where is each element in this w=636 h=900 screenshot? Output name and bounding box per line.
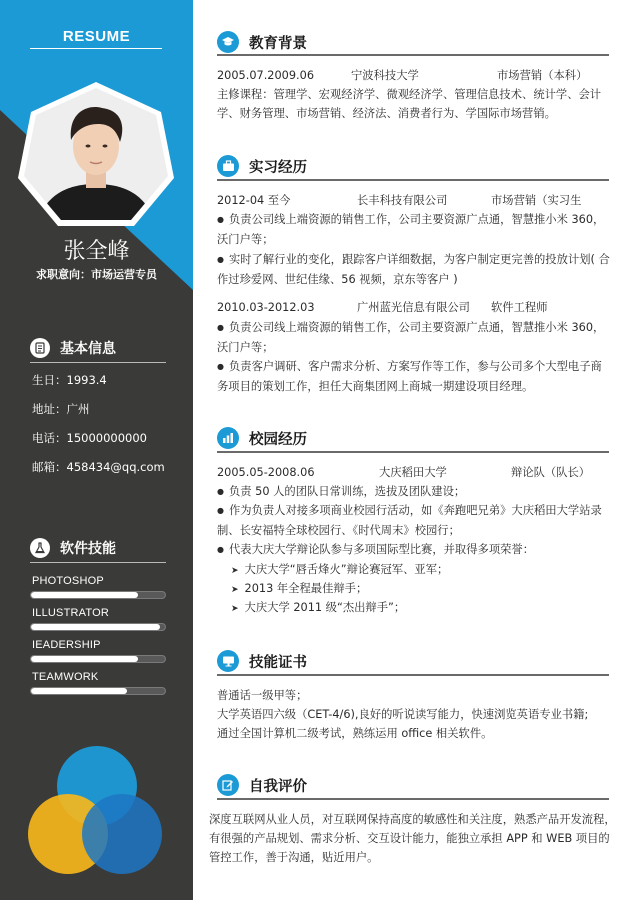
skill-bar-fill (31, 688, 127, 694)
campus-school: 大庆稻田大学 (379, 466, 447, 479)
honor-item: ➤ 大庆大学“唇舌烽火”辩论赛冠军、亚军； (217, 560, 611, 581)
skill-bar (30, 591, 166, 599)
campus-heading (217, 424, 609, 452)
honor-item: ➤ 2013 年全程最佳辩手； (217, 579, 611, 600)
skills-heading (30, 535, 166, 561)
email: 邮箱：458434@qq.com (32, 460, 165, 474)
skill-bar-fill (31, 624, 160, 630)
self-eval-title: 自我评价 (249, 778, 307, 795)
briefcase-icon (217, 155, 239, 177)
honor-item: ➤ 大庆大学 2011 级“杰出辩手”； (217, 598, 611, 619)
skill-label: PHOTOSHOP (32, 575, 104, 587)
campus-rule (217, 451, 609, 453)
monitor-icon (217, 650, 239, 672)
birthday: 生日：1993.4 (32, 373, 107, 387)
education-courses: 主修课程：管理学、宏观经济学、微观经济学、管理信息技术、统计学、会计学、财务管理、市场营销、经济法、消费者行为、学国际市场营销。 (217, 88, 602, 120)
job-period: 2010.03-2012.03 (217, 301, 315, 314)
campus-title: 校园经历 (249, 431, 307, 448)
job-bullet: ● 负责客户调研、客户需求分析、方案写作等工作，参与公司多个大型电子商务项目的策划工作，担任大商集团网上商城一期建设项目经理。 (217, 357, 611, 396)
education-period: 2005.07.2009.06 (217, 69, 315, 82)
self-eval-heading (217, 771, 609, 799)
education-heading (217, 28, 609, 56)
job-intention: 求职意向：市场运营专员 (36, 268, 157, 281)
main-content (193, 0, 636, 900)
certificate-line: 普通话一级甲等； (217, 689, 308, 702)
internship-title: 实习经历 (249, 159, 307, 176)
resume-title: RESUME (62, 28, 131, 45)
campus-bullet: ● 负责 50 人的团队日常训练，选拔及团队建设； (217, 482, 611, 502)
skills-rule (30, 562, 166, 563)
job-bullet: ● 实时了解行业的变化，跟踪客户详细数据，为客户制定更完善的投放计划( 合作过珍爱网、世纪佳缘、56 视频，京东等客户 ) (217, 250, 611, 289)
graduation-cap-icon (217, 31, 239, 53)
sidebar (0, 0, 193, 900)
basic-info-heading (30, 335, 166, 361)
skill-bar (30, 655, 166, 663)
skill-label: TEAMWORK (32, 671, 99, 683)
campus-period: 2005.05-2008.06 (217, 466, 315, 479)
campus-bullet: ● 作为负责人对接多项商业校园行活动，如《奔跑吧兄弟》大庆稻田大学站录制、长安福特全球校园行、《时代周末》校园行； (217, 501, 611, 540)
self-eval-text: 深度互联网从业人员，对互联网保持高度的敏感性和关注度，熟悉产品开发流程，有很强的产品规划、需求分析、交互设计能力，能独立承担 APP 和 WEB 项目的管控工作，善于沟通，贴近用户。 (209, 813, 616, 864)
education-title: 教育背景 (249, 35, 307, 52)
skills-title: 软件技能 (60, 541, 116, 557)
certificates-title: 技能证书 (249, 654, 307, 671)
education-school: 宁波科技大学 (351, 69, 419, 82)
internship-heading (217, 152, 609, 180)
phone: 电话：15000000000 (32, 431, 147, 445)
education-major: 市场营销（本科） (497, 69, 588, 82)
decorative-circles (0, 738, 193, 900)
edit-icon (217, 774, 239, 796)
document-icon (30, 338, 50, 358)
job-summary-row (217, 191, 611, 210)
job-role: 软件工程师 (491, 301, 548, 314)
basic-info-rule (30, 362, 166, 363)
certificates-heading (217, 647, 609, 675)
skill-bar (30, 623, 166, 631)
education-rule (217, 54, 609, 56)
skill-label: ILLUSTRATOR (32, 607, 109, 619)
resume-title-rule (30, 48, 162, 49)
flask-icon (30, 538, 50, 558)
job-bullet: ● 负责公司线上端资源的销售工作，公司主要资源广点通，智慧推小米 360，沃门户等； (217, 210, 611, 249)
certificates-rule (217, 674, 609, 676)
certificate-line: 通过全国计算机二级考试，熟练运用 office 相关软件。 (217, 727, 493, 740)
education-summary-row (217, 66, 611, 85)
skill-bar (30, 687, 166, 695)
job-company: 长丰科技有限公司 (357, 194, 448, 207)
job-period: 2012-04 至今 (217, 194, 291, 207)
basic-info-title: 基本信息 (60, 341, 116, 357)
job-bullet: ● 负责公司线上端资源的销售工作，公司主要资源广点通，智慧推小米 360，沃门户等； (217, 318, 611, 357)
campus-summary-row (217, 463, 611, 482)
job-role: 市场营销（实习生 (491, 194, 582, 207)
name: 张全峰 (63, 239, 130, 264)
address: 地址：广州 (32, 402, 90, 416)
self-eval-rule (217, 798, 609, 800)
avatar (16, 80, 176, 228)
skill-bar-fill (31, 656, 138, 662)
campus-role: 辩论队（队长） (511, 466, 591, 479)
bar-chart-icon (217, 427, 239, 449)
campus-bullet: ● 代表大庆大学辩论队参与多项国际型比赛，并取得多项荣誉： (217, 540, 611, 560)
job-summary-row (217, 298, 611, 317)
internship-rule (217, 179, 609, 181)
skill-label: IEADERSHIP (32, 639, 101, 651)
skill-bar-fill (31, 592, 138, 598)
certificate-line: 大学英语四六级（CET-4/6),良好的听说读写能力，快速浏览英语专业书籍; (217, 708, 589, 721)
job-company: 广州蓝光信息有限公司 (357, 301, 470, 314)
